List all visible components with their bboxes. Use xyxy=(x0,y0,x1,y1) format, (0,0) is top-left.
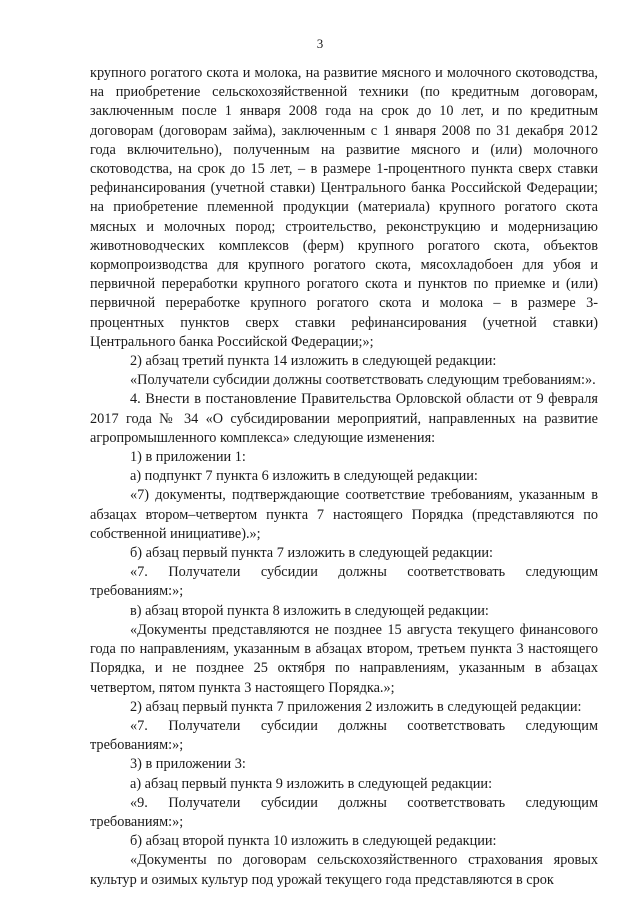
paragraph: б) абзац первый пункта 7 изложить в следующей редакции: xyxy=(130,545,493,562)
paragraph: «Получатели субсидии должны соответствовать следующим требованиям:». xyxy=(130,372,596,389)
paragraph: 3) в приложении 3: xyxy=(130,756,246,773)
paragraph: «7) документы, подтверждающие соответствие требованиям, указанным в абзацах втором–четвертом пункта 7 настоящего Порядка (представляются по собственной инициативе).»; xyxy=(90,487,598,542)
paragraph: 2) абзац первый пункта 7 приложения 2 изложить в следующей редакции: xyxy=(130,698,582,715)
paragraph: «Документы представляются не позднее 15 августа текущего финансового года по направлениям, указанным в абзацах втором, третьем пункта 3 настоящего Порядка, и не позднее 25 октября по направлениям, указанным в абзацах четвертом, пятом пункта 3 настоящего Порядка.»; xyxy=(90,621,598,696)
paragraph: 1) в приложении 1: xyxy=(130,449,246,466)
page-number: 3 xyxy=(316,36,324,51)
paragraph: 4. Внести в постановление Правительства Орловской области от 9 февраля 2017 года № 34 «О субсидировании мероприятий, направленных на развитие агропромышленного комплекса» следующие изменения: xyxy=(90,391,598,446)
paragraph: «7. Получатели субсидии должны соответствовать следующим требованиям:»; xyxy=(90,564,598,600)
paragraph: «7. Получатели субсидии должны соответствовать следующим требованиям:»; xyxy=(90,717,598,754)
document-body xyxy=(90,64,598,890)
paragraph: «Документы по договорам сельскохозяйственного страхования яровых культур и озимых культур под урожай текущего года представляются в срок xyxy=(90,852,598,888)
paragraph: а) абзац первый пункта 9 изложить в следующей редакции: xyxy=(130,775,493,792)
paragraph: 2) абзац третий пункта 14 изложить в следующей редакции: xyxy=(130,353,497,370)
paragraph: крупного рогатого скота и молока, на развитие мясного и молочного скотоводства, на приобретение сельскохозяйственной техники (по кредитным договорам, заключенным после 1 января 2008 года на срок до 10 лет, и по кредитным договорам (договорам займа), заключенным с 1 января 2008 по 31 декабря 2012 года включительно), полученным на развитие мясного и (или) молочного скотоводства, на срок до 15 лет, – в размере 1-процентного пункта сверх ставки рефинансирования (учетной ставки) Центрального банка Российской Федерации; на приобретение племенной продукции (материала) крупного рогатого скота мясных и молочных пород; строительство, реконструкцию и модернизацию животноводческих комплексов (ферм) крупного рогатого скота, объектов кормопроизводства для крупного рогатого скота, мясохладобоен для убоя и первичной переработки крупного рогатого скота и пунктов по приемке и (или) первичной переработке крупного рогатого скота и молока – в размере 3-процентных пунктов сверх ставки рефинансирования (учетной ставки) Центрального банка Российской Федерации;»; xyxy=(90,65,598,350)
paragraph: в) абзац второй пункта 8 изложить в следующей редакции: xyxy=(130,602,489,619)
paragraph: «9. Получатели субсидии должны соответствовать следующим требованиям:»; xyxy=(90,794,598,830)
paragraph: а) подпункт 7 пункта 6 изложить в следующей редакции: xyxy=(130,468,478,485)
paragraph: б) абзац второй пункта 10 изложить в следующей редакции: xyxy=(130,833,497,850)
